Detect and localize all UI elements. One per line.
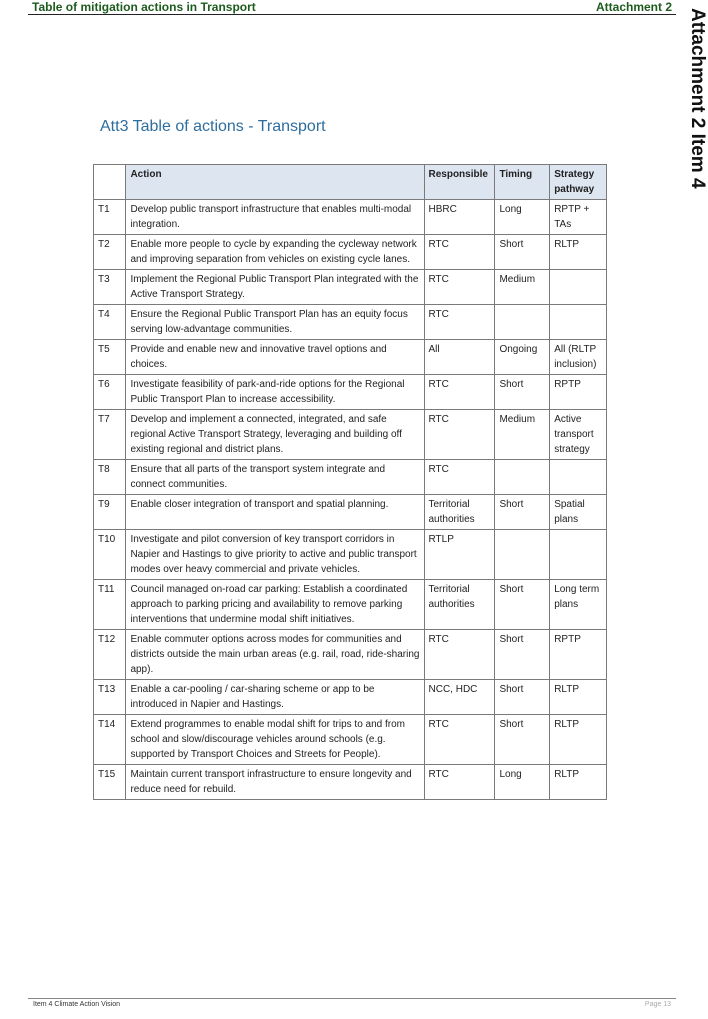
- table-row: [94, 235, 607, 270]
- row-timing: Short: [495, 715, 550, 765]
- row-action: Enable closer integration of transport and spatial planning.: [126, 495, 424, 530]
- row-action: Council managed on-road car parking: Establish a coordinated approach to parking pricing and availability to remove parking interventions that undermine modal shift initiatives.: [126, 580, 424, 630]
- row-id: T3: [94, 270, 126, 305]
- row-pathway: Active transport strategy: [550, 410, 607, 460]
- header-divider: [28, 14, 676, 15]
- row-responsible: RTC: [424, 460, 495, 495]
- table-row: [94, 200, 607, 235]
- table-row: [94, 305, 607, 340]
- row-id: T8: [94, 460, 126, 495]
- table-row: [94, 715, 607, 765]
- row-id: T7: [94, 410, 126, 460]
- table-row: [94, 680, 607, 715]
- row-responsible: RTC: [424, 270, 495, 305]
- table-row: [94, 460, 607, 495]
- table-row: [94, 270, 607, 305]
- row-responsible: RTC: [424, 765, 495, 800]
- row-action: Provide and enable new and innovative travel options and choices.: [126, 340, 424, 375]
- page-number: Page 13: [644, 1001, 671, 1008]
- table-row: [94, 375, 607, 410]
- row-timing: Medium: [495, 270, 550, 305]
- row-id: T11: [94, 580, 126, 630]
- row-action: Implement the Regional Public Transport Plan integrated with the Active Transport Strategy.: [126, 270, 424, 305]
- row-pathway: Long term plans: [550, 580, 607, 630]
- row-action: Investigate and pilot conversion of key transport corridors in Napier and Hastings to give priority to active and public transport modes over heavy commercial and private vehicles.: [126, 530, 424, 580]
- side-tab-label: Attachment 2 Item 4: [687, 8, 708, 189]
- header-cell-timing: Timing: [495, 165, 550, 200]
- row-responsible: Territorial authorities: [424, 580, 495, 630]
- row-id: T6: [94, 375, 126, 410]
- row-id: T14: [94, 715, 126, 765]
- header-attachment-label: Attachment 2: [595, 0, 672, 14]
- row-action: Ensure the Regional Public Transport Plan has an equity focus serving low-advantage communities.: [126, 305, 424, 340]
- row-responsible: Territorial authorities: [424, 495, 495, 530]
- row-id: T9: [94, 495, 126, 530]
- row-action: Enable more people to cycle by expanding the cycleway network and improving separation from vehicles on existing cycle lanes.: [126, 235, 424, 270]
- row-timing: Short: [495, 580, 550, 630]
- footer-label: Item 4 Climate Action Vision: [33, 1001, 121, 1008]
- row-id: T5: [94, 340, 126, 375]
- row-id: T4: [94, 305, 126, 340]
- table-row: [94, 495, 607, 530]
- table-row: [94, 340, 607, 375]
- table-row: [94, 580, 607, 630]
- row-timing: Short: [495, 495, 550, 530]
- row-timing: Ongoing: [495, 340, 550, 375]
- header-cell-pathway: Strategy pathway: [550, 165, 607, 200]
- row-pathway: Spatial plans: [550, 495, 607, 530]
- row-responsible: RTC: [424, 305, 495, 340]
- row-responsible: HBRC: [424, 200, 495, 235]
- row-timing: Short: [495, 680, 550, 715]
- table-header: [94, 165, 607, 200]
- row-timing: Medium: [495, 410, 550, 460]
- row-timing: [495, 460, 550, 495]
- row-pathway: RLTP: [550, 715, 607, 765]
- row-pathway: [550, 460, 607, 495]
- table-row: [94, 530, 607, 580]
- row-responsible: RTC: [424, 410, 495, 460]
- row-pathway: RLTP: [550, 235, 607, 270]
- row-responsible: RTC: [424, 630, 495, 680]
- row-pathway: RPTP + TAs: [550, 200, 607, 235]
- row-timing: Long: [495, 765, 550, 800]
- actions-table: [93, 164, 607, 800]
- row-timing: Short: [495, 235, 550, 270]
- row-action: Enable a car-pooling / car-sharing scheme or app to be introduced in Napier and Hastings.: [126, 680, 424, 715]
- row-responsible: NCC, HDC: [424, 680, 495, 715]
- table-row: [94, 410, 607, 460]
- row-pathway: RPTP: [550, 630, 607, 680]
- row-action: Extend programmes to enable modal shift for trips to and from school and slow/discourage vehicles around schools (e.g. supported by Transport Choices and Streets for People).: [126, 715, 424, 765]
- page-title: Att3 Table of actions - Transport: [100, 118, 326, 135]
- row-responsible: RTC: [424, 235, 495, 270]
- header-cell-responsible: Responsible: [424, 165, 495, 200]
- row-pathway: All (RLTP inclusion): [550, 340, 607, 375]
- row-action: Develop and implement a connected, integrated, and safe regional Active Transport Strategy, leveraging and building off existing regional and district plans.: [126, 410, 424, 460]
- header-cell-action: Action: [126, 165, 424, 200]
- header-cell-id: [94, 165, 126, 200]
- row-timing: Short: [495, 630, 550, 680]
- row-pathway: RPTP: [550, 375, 607, 410]
- table-body: [94, 200, 607, 800]
- table-row: [94, 765, 607, 800]
- row-pathway: [550, 270, 607, 305]
- row-pathway: [550, 305, 607, 340]
- row-action: Ensure that all parts of the transport system integrate and connect communities.: [126, 460, 424, 495]
- row-pathway: RLTP: [550, 765, 607, 800]
- row-responsible: RTC: [424, 375, 495, 410]
- row-action: Maintain current transport infrastructure to ensure longevity and reduce need for rebuild.: [126, 765, 424, 800]
- row-id: T13: [94, 680, 126, 715]
- row-action: Enable commuter options across modes for communities and districts outside the main urban areas (e.g. rail, road, ride-sharing app).: [126, 630, 424, 680]
- row-timing: [495, 305, 550, 340]
- row-id: T10: [94, 530, 126, 580]
- row-id: T12: [94, 630, 126, 680]
- row-pathway: [550, 530, 607, 580]
- footer-divider: [28, 998, 676, 999]
- row-responsible: RTLP: [424, 530, 495, 580]
- row-id: T2: [94, 235, 126, 270]
- row-responsible: All: [424, 340, 495, 375]
- row-pathway: RLTP: [550, 680, 607, 715]
- row-action: Investigate feasibility of park-and-ride options for the Regional Public Transport Plan to increase accessibility.: [126, 375, 424, 410]
- row-action: Develop public transport infrastructure that enables multi-modal integration.: [126, 200, 424, 235]
- table-row: [94, 630, 607, 680]
- row-timing: [495, 530, 550, 580]
- row-id: T15: [94, 765, 126, 800]
- row-timing: Short: [495, 375, 550, 410]
- row-responsible: RTC: [424, 715, 495, 765]
- row-id: T1: [94, 200, 126, 235]
- header-title: Table of mitigation actions in Transport: [32, 0, 256, 14]
- row-timing: Long: [495, 200, 550, 235]
